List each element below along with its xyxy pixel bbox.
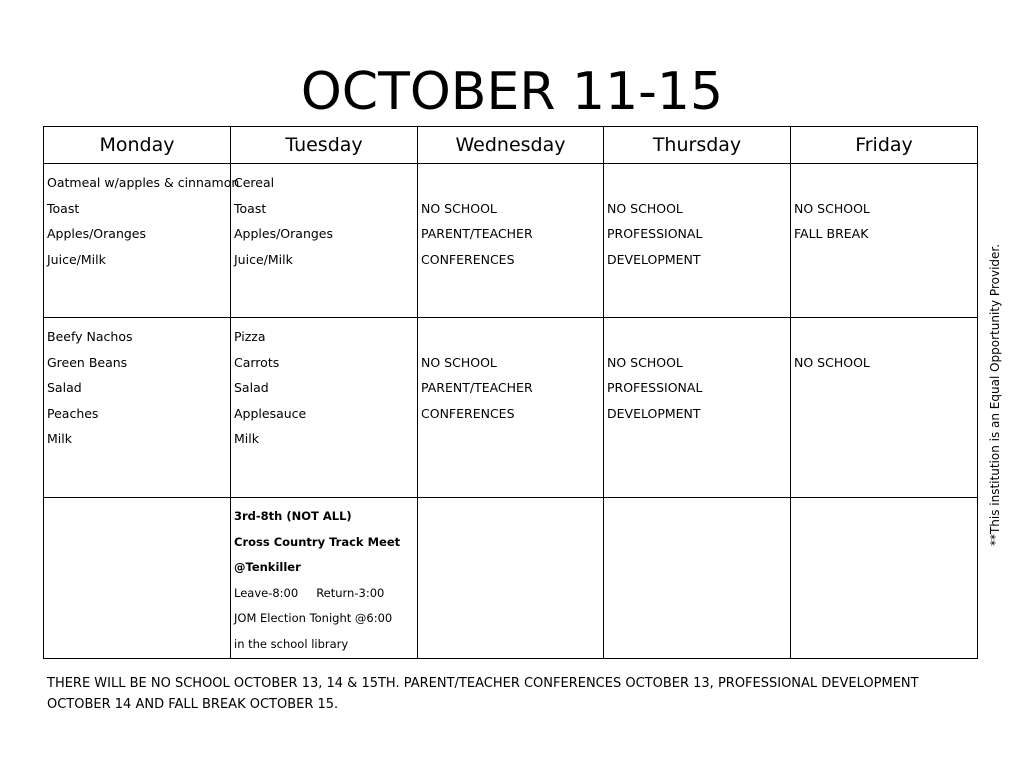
equal-opportunity-note: **This institution is an Equal Opportunity Provider. <box>988 243 1002 547</box>
menu-item: Juice/Milk <box>47 251 106 267</box>
breakfast-monday <box>44 164 240 318</box>
event-line: Cross Country Track Meet <box>234 534 401 549</box>
breakfast-friday <box>791 164 978 318</box>
menu-item <box>607 170 790 196</box>
events-monday <box>44 498 231 659</box>
day-header-tuesday: Tuesday <box>231 127 418 164</box>
menu-item: Applesauce <box>234 405 307 421</box>
menu-item: Milk <box>47 431 72 447</box>
menu-item: NO SCHOOL <box>794 200 870 216</box>
menu-item: DEVELOPMENT <box>607 405 701 421</box>
menu-item: Carrots <box>234 354 280 370</box>
day-header-monday: Monday <box>44 127 231 164</box>
menu-item: PROFESSIONAL <box>607 380 703 396</box>
breakfast-thursday <box>604 164 791 318</box>
menu-item: NO SCHOOL <box>794 354 870 370</box>
event-times <box>234 581 417 607</box>
event-leave-time: Leave-8:00 <box>234 585 299 600</box>
events-thursday <box>604 498 791 659</box>
menu-item <box>421 324 603 350</box>
menu-item: Milk <box>234 431 259 447</box>
footer-notice <box>47 673 977 715</box>
menu-item <box>794 324 977 350</box>
lunch-monday <box>44 318 231 498</box>
menu-item: Peaches <box>47 405 99 421</box>
breakfast-wednesday <box>418 164 604 318</box>
menu-item: FALL BREAK <box>794 226 869 242</box>
header-row <box>44 127 978 164</box>
menu-item: Juice/Milk <box>234 251 293 267</box>
menu-item: CONFERENCES <box>421 251 515 267</box>
menu-item: Cereal <box>234 175 275 190</box>
day-header-thursday: Thursday <box>604 127 791 164</box>
events-tuesday <box>231 498 418 659</box>
event-line: 3rd-8th (NOT ALL) <box>234 509 352 523</box>
lunch-tuesday <box>231 318 418 498</box>
menu-item: Oatmeal w/apples & cinnamon <box>47 175 240 190</box>
menu-item: Salad <box>47 380 82 396</box>
menu-item: NO SCHOOL <box>607 200 683 216</box>
events-row <box>44 498 978 659</box>
footer-line: OCTOBER 14 AND FALL BREAK OCTOBER 15. <box>47 697 339 712</box>
menu-item: Apples/Oranges <box>234 226 334 242</box>
menu-item: Beefy Nachos <box>47 329 133 344</box>
menu-item: NO SCHOOL <box>421 200 497 216</box>
breakfast-row <box>44 164 978 318</box>
menu-item: PARENT/TEACHER <box>421 380 533 396</box>
menu-item <box>607 324 790 350</box>
footer-line: THERE WILL BE NO SCHOOL OCTOBER 13, 14 & 15TH. PARENT/TEACHER CONFERENCES OCTOBER 13, PROFESSIONAL DEVELOPMENT <box>47 676 919 691</box>
breakfast-tuesday <box>231 164 418 318</box>
menu-item: Green Beans <box>47 354 128 370</box>
events-wednesday <box>418 498 604 659</box>
day-header-friday: Friday <box>791 127 978 164</box>
day-header-wednesday: Wednesday <box>418 127 604 164</box>
lunch-friday <box>791 318 978 498</box>
menu-item: PARENT/TEACHER <box>421 226 533 242</box>
event-line: @Tenkiller <box>234 560 301 575</box>
event-line: in the school library <box>234 636 349 651</box>
menu-item: NO SCHOOL <box>421 354 497 370</box>
menu-item: Pizza <box>234 329 266 344</box>
lunch-wednesday <box>418 318 604 498</box>
menu-table <box>43 126 978 659</box>
menu-item <box>794 170 977 196</box>
menu-item: PROFESSIONAL <box>607 226 703 242</box>
event-line: JOM Election Tonight @6:00 <box>234 611 393 626</box>
lunch-thursday <box>604 318 791 498</box>
menu-item <box>421 170 603 196</box>
lunch-row <box>44 318 978 498</box>
menu-item: NO SCHOOL <box>607 354 683 370</box>
menu-item: Salad <box>234 380 269 396</box>
event-return-time: Return-3:00 <box>316 585 385 600</box>
menu-item: CONFERENCES <box>421 405 515 421</box>
menu-item: DEVELOPMENT <box>607 251 701 267</box>
page-title: OCTOBER 11-15 <box>300 62 724 122</box>
menu-item: Toast <box>47 200 80 216</box>
menu-item: Apples/Oranges <box>47 226 147 242</box>
menu-item: Toast <box>234 200 267 216</box>
events-friday <box>791 498 978 659</box>
